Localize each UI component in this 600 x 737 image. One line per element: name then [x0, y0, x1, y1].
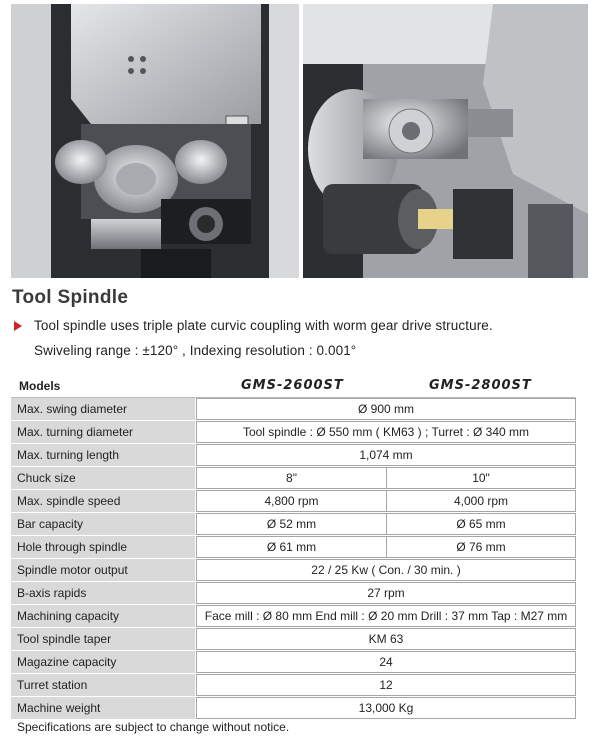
row-label: Spindle motor output: [11, 559, 195, 581]
photo-strip: [11, 4, 588, 278]
table-row: [11, 421, 576, 444]
row-label: Max. swing diameter: [11, 398, 195, 420]
row-value: 22 / 25 Kw ( Con. / 30 min. ): [311, 563, 461, 577]
table-row: [11, 674, 576, 697]
table-row: [11, 467, 576, 490]
table-row: [11, 651, 576, 674]
row-label: Machine weight: [11, 697, 195, 719]
row-label: Chuck size: [11, 467, 195, 489]
section-title: Tool Spindle: [12, 287, 129, 308]
row-value: KM 63: [368, 632, 404, 646]
table-row: [11, 559, 576, 582]
row-value-model-2: Ø 65 mm: [456, 517, 506, 531]
row-label: Turret station: [11, 674, 195, 696]
table-header: [11, 375, 576, 398]
row-label: Max. turning length: [11, 444, 195, 466]
row-value-model-1: Ø 52 mm: [197, 514, 387, 534]
bullet-marker: [14, 321, 22, 331]
model-name: GMS-2600ST: [241, 378, 344, 393]
table-row: [11, 582, 576, 605]
row-value: 12: [379, 678, 393, 692]
row-value-model-1: 8": [197, 468, 387, 488]
model-name: GMS-2800ST: [429, 378, 532, 393]
row-value-model-2: 4,000 rpm: [453, 494, 509, 508]
row-value: 24: [379, 655, 393, 669]
spec-table: [11, 375, 576, 720]
row-value: 27 rpm: [367, 586, 405, 600]
row-value: 13,000 Kg: [358, 701, 414, 715]
table-row: [11, 398, 576, 421]
row-label: Max. spindle speed: [11, 490, 195, 512]
row-value-model-1: Ø 61 mm: [197, 537, 387, 557]
row-label: Max. turning diameter: [11, 421, 195, 443]
table-row: [11, 490, 576, 513]
row-value-model-2: Ø 76 mm: [456, 540, 506, 554]
row-value: Ø 900 mm: [357, 402, 414, 416]
row-value-model-1: 4,800 rpm: [197, 491, 387, 511]
row-label: Magazine capacity: [11, 651, 195, 673]
table-row: [11, 444, 576, 467]
row-value: 1,074 mm: [359, 448, 413, 462]
row-value: Face mill : Ø 80 mm End mill : Ø 20 mm Drill : 37 mm Tap : M27 mm: [204, 609, 568, 623]
row-label: Tool spindle taper: [11, 628, 195, 650]
description-line: Tool spindle uses triple plate curvic coupling with worm gear drive structure.: [34, 318, 493, 333]
row-label: Hole through spindle: [11, 536, 195, 558]
row-label: B-axis rapids: [11, 582, 195, 604]
table-row: [11, 605, 576, 628]
footnote: Specifications are subject to change without notice.: [17, 720, 290, 734]
turret-photo: [11, 4, 299, 278]
row-value: Tool spindle : Ø 550 mm ( KM63 ) ; Turret : Ø 340 mm: [242, 425, 530, 439]
row-label: Machining capacity: [11, 605, 195, 627]
row-value-model-2: 10": [472, 471, 490, 485]
machining-photo: [303, 4, 588, 278]
table-row: [11, 628, 576, 651]
row-label: Bar capacity: [11, 513, 195, 535]
models-label: Models: [19, 379, 61, 393]
description-line: Swiveling range : ±120° , Indexing resolution : 0.001°: [34, 343, 357, 358]
table-row: [11, 536, 576, 559]
table-row: [11, 513, 576, 536]
table-row: [11, 697, 576, 720]
